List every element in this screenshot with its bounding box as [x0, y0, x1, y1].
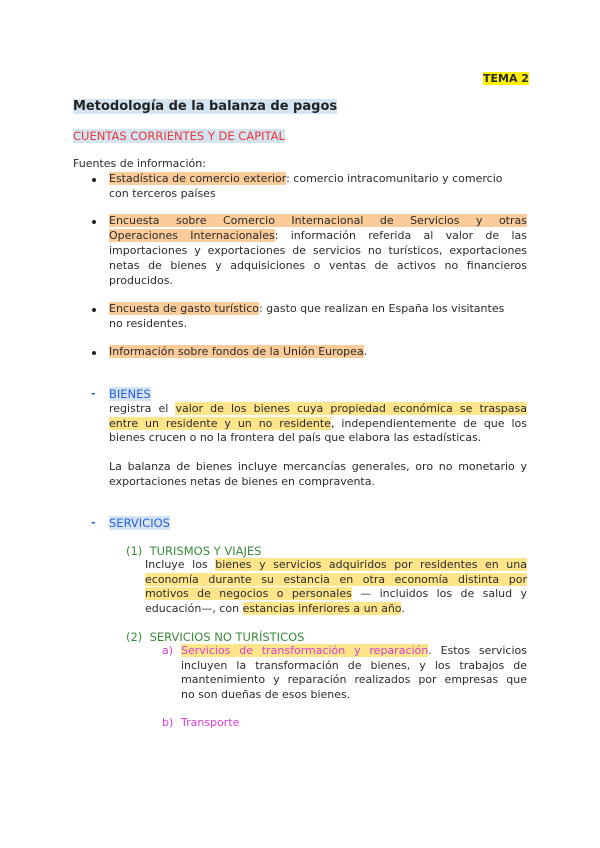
bullet-2-line-2 [109, 229, 527, 244]
no-turisticos-heading [126, 630, 304, 645]
section-cuentas-text: CUENTAS CORRIENTES Y DE CAPITAL [73, 129, 285, 143]
turismo-heading-text: TURISMOS Y VIAJES [149, 544, 262, 558]
item-a-line-3: mantenimiento y reparación realizados por empresas que [181, 673, 527, 686]
turismo-line-4-pre: educación—, con [145, 602, 243, 615]
bullet-2-line-5: producidos. [109, 274, 173, 287]
item-a-line-1 [181, 644, 527, 659]
turismo-line-3 [145, 587, 527, 602]
item-a-line-2: incluyen la transformación de bienes, y los trabajos de [181, 659, 527, 672]
turismo-line-4 [145, 602, 405, 617]
bullet-1-line-1 [109, 172, 503, 187]
bullet-4-line-1 [109, 345, 367, 360]
bienes-line-2 [109, 417, 527, 432]
bullet-2-line-1-text: Encuesta sobre Comercio Internacional de Servicios y otras [109, 214, 527, 227]
bullet-4-highlight: Información sobre fondos de la Unión Europea [109, 345, 364, 358]
servicios-dash: - [91, 516, 96, 529]
tema-label [483, 72, 529, 87]
bienes-dash: - [91, 387, 96, 400]
bienes-p2-line-2: exportaciones netas de bienes en compraventa. [109, 475, 375, 488]
turismo-line-1-highlight: bienes y servicios adquiridos por residentes en una [215, 558, 527, 571]
turismo-line-3-rest: — incluidos los de salud y [351, 587, 527, 600]
bullet-dot [92, 178, 96, 182]
bullet-3-line-1 [109, 302, 504, 317]
item-a-line-4: no son dueñas de esos bienes. [181, 688, 351, 701]
bullet-1-line-2: con terceros países [109, 187, 216, 200]
item-a-label: a) [162, 644, 174, 657]
bullet-2-highlight: Operaciones Internacionales [109, 229, 275, 242]
servicios-heading [109, 516, 170, 531]
bullet-dot [92, 220, 96, 224]
bullet-2-line-1 [109, 214, 527, 229]
no-turisticos-heading-text: SERVICIOS NO TURÍSTICOS [149, 630, 305, 644]
bullet-1-highlight: Estadística de comercio exterior [109, 172, 287, 185]
item-a-rest: . Estos servicios [428, 644, 527, 657]
bienes-heading [109, 387, 151, 402]
bullet-2-rest: : información referida al valor de las [274, 229, 528, 242]
turismo-line-1 [145, 558, 527, 573]
bullet-3-highlight: Encuesta de gasto turístico [109, 302, 259, 315]
tema-text: TEMA 2 [483, 72, 529, 85]
turismo-heading [126, 544, 261, 559]
bienes-heading-text: BIENES [109, 387, 151, 401]
bullet-2-line-3: importaciones y exportaciones de servicios no turísticos, exportaciones [109, 244, 527, 257]
bullet-dot [92, 308, 96, 312]
bullet-1-rest: : comercio intracomunitario y comercio [286, 172, 503, 185]
bienes-line-1-pre: registra el [109, 402, 176, 415]
section-cuentas-heading [73, 129, 285, 144]
bullet-3-line-2: no residentes. [109, 317, 188, 330]
item-b-label: b) [162, 716, 174, 729]
page-title-text: Metodología de la balanza de pagos [73, 99, 338, 114]
turismo-line-4-end: . [401, 602, 405, 615]
bienes-line-2-highlight: entre un residente y un no residente [109, 417, 331, 430]
bienes-p2-line-1: La balanza de bienes incluye mercancías generales, oro no monetario y [109, 460, 527, 473]
item-a-highlight: Servicios de transformación y reparación [181, 644, 429, 657]
bienes-line-1 [109, 402, 527, 417]
bullet-3-rest: : gasto que realizan en España los visitantes [258, 302, 505, 315]
turismo-line-3-highlight: motivos de negocios o personales [145, 587, 352, 600]
turismo-line-4-highlight: estancias inferiores a un año [242, 602, 402, 615]
bullet-2-line-4: netas de bienes y adquisiciones o ventas de activos no financieros [109, 259, 527, 272]
bienes-line-2-rest: , independientemente de que los [330, 417, 527, 430]
fuentes-label: Fuentes de información: [73, 157, 206, 170]
bullet-dot [92, 351, 96, 355]
no-turisticos-num: (2) [126, 630, 143, 644]
bullet-4-rest: . [363, 345, 368, 358]
turismo-line-2-highlight: economía durante su estancia en otra economía distinta por [145, 573, 527, 586]
item-b-text: Transporte [181, 716, 240, 729]
bienes-line-3: bienes crucen o no la frontera del país que elabora las estadísticas. [109, 431, 482, 444]
servicios-heading-text: SERVICIOS [109, 516, 170, 530]
turismo-num: (1) [126, 544, 143, 558]
turismo-line-2 [145, 573, 527, 588]
bienes-line-1-highlight: valor de los bienes cuya propiedad económica se traspasa [175, 402, 527, 415]
page-title [73, 99, 337, 114]
turismo-line-1-pre: Incluye los [145, 558, 216, 571]
